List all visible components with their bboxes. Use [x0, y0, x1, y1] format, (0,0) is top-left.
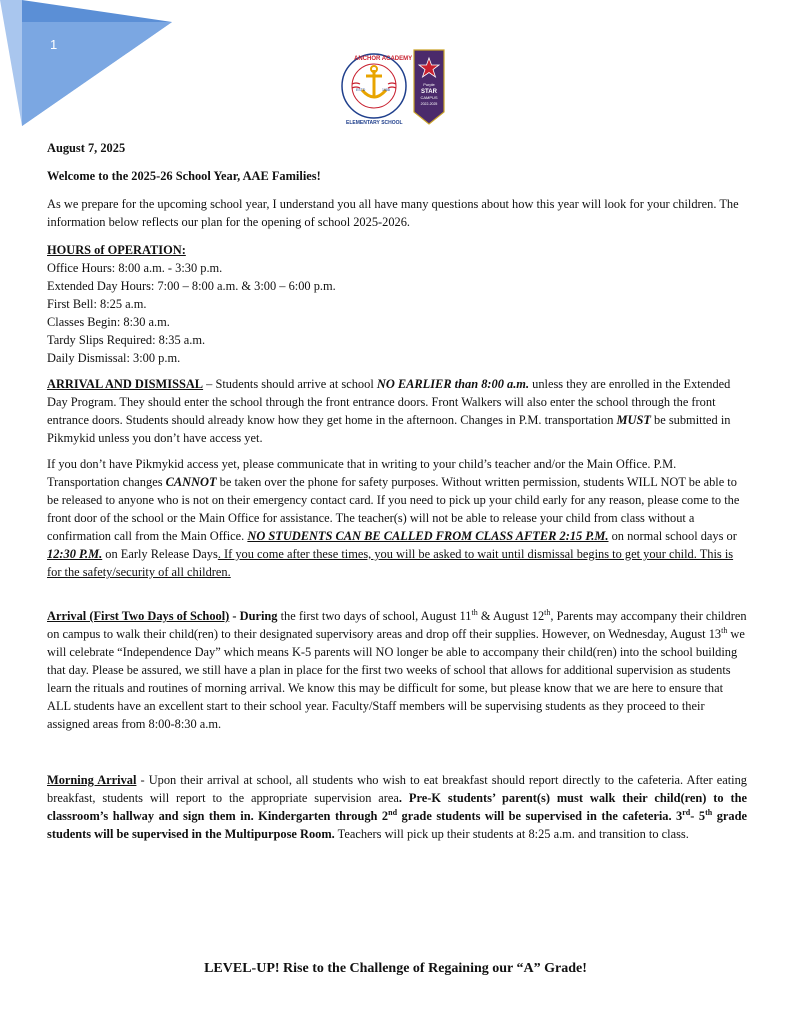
hours-line: First Bell: 8:25 a.m. [47, 297, 147, 311]
school-logo [340, 44, 450, 130]
arrival-dismissal-paragraph: ARRIVAL AND DISMISSAL – Students should arrive at school NO EARLIER than 8:00 a.m. unless they are enrolled in the Extended Day Program. They should enter the school through the front entrance doors. Front Walkers will also enter the school through the front entrance doors. Students should already know how they get home in the afternoon. Changes in P.M. transportation MUST be submitted in Pikmykid unless you don’t have access yet. [47, 377, 731, 445]
pikmykid-paragraph: If you don’t have Pikmykid access yet, please communicate that in writing to your child’s teacher and/or the Main Office. P.M. Transportation changes CANNOT be taken over the phone for safety purposes. Without written permission, students WILL NOT be able to be released to anyone who is not on their emergency contact card. If you need to pick up your child early for any reason, please come to the front door of the school or the Main Office for assistance. The teacher(s) will not be able to release your child from class without a confirmation call from the Main Office. NO STUDENTS CAN BE CALLED FROM CLASS AFTER 2:15 P.M. on normal school days or 12:30 P.M. on Early Release Days. If you come after these times, you will be asked to wait until dismissal begins to get your child. This is for the safety/security of all children. [47, 457, 740, 579]
first-two-days-heading: Arrival (First Two Days of School) [47, 609, 230, 623]
morning-arrival-heading: Morning Arrival [47, 773, 137, 787]
first-two-days-paragraph: Arrival (First Two Days of School) - During the first two days of school, August 11th & August 12th, Parents may accompany their children on campus to walk their child(ren) to their designated supervisory areas and drop off their supplies. However, on Wednesday, August 13th we will celebrate “Independence Day” which means K-5 parents will NO longer be able to accompany their child(ren) into the school building that day. Please be assured, we still have a plan in place for the first two weeks of school that allows for additional supervision as students learn the rituals and routines of morning arrival. We know this may be difficult for some, but please know that we are here to ensure that ALL students have an excellent start to their school year. Faculty/Staff members will be supervising students as they proceed to their assigned areas from 8:00-8:30 a.m. [47, 607, 747, 731]
hours-section [47, 241, 747, 367]
hours-heading: HOURS of OPERATION: [47, 243, 186, 257]
letter-date: August 7, 2025 [47, 141, 126, 155]
hours-line: Tardy Slips Required: 8:35 a.m. [47, 333, 206, 347]
hours-line: Classes Begin: 8:30 a.m. [47, 315, 170, 329]
badge-line-1: Purple [423, 82, 435, 87]
hours-line: Daily Dismissal: 3:00 p.m. [47, 351, 181, 365]
hours-line: Office Hours: 8:00 a.m. - 3:30 p.m. [47, 261, 223, 275]
letter-body [47, 139, 747, 843]
page-number: 1 [50, 37, 58, 52]
footer-slogan: LEVEL-UP! Rise to the Challenge of Regaining our “A” Grade! [204, 961, 587, 976]
badge-line-2: STAR [421, 89, 437, 95]
morning-arrival-paragraph: Morning Arrival - Upon their arrival at school, all students who wish to eat breakfast should report directly to the cafeteria. After eating breakfast, students will report to the appropriate supervision area. Pre-K students’ parent(s) must walk their child(ren) to the classroom’s hallway and sign them in. Kindergarten through 2nd grade students will be supervised in the cafeteria. 3rd- 5th grade students will be supervised in the Multipurpose Room. Teachers will pick up their students at 8:25 a.m. and transition to class. [47, 773, 748, 841]
hours-line: Extended Day Hours: 7:00 – 8:00 a.m. & 3:00 – 6:00 p.m. [47, 279, 336, 293]
letter-greeting: Welcome to the 2025-26 School Year, AAE Families! [47, 169, 321, 183]
arrival-dismissal-heading: ARRIVAL AND DISMISSAL [47, 377, 204, 391]
page-corner-decoration [0, 0, 200, 130]
badge-line-3: CAMPUS [420, 95, 438, 100]
badge-line-4: 2022-2025 [420, 102, 438, 106]
logo-year: 1988 [382, 88, 390, 92]
logo-school-name: ANCHOR ACADEMY [354, 56, 413, 62]
logo-school-type: ELEMENTARY SCHOOL [346, 120, 403, 126]
intro-paragraph: As we prepare for the upcoming school year, I understand you all have many questions about how this year will look for your children. The information below reflects our plan for the opening of school 2025-2026. [47, 197, 739, 229]
logo-estd: ESTD [356, 88, 366, 92]
